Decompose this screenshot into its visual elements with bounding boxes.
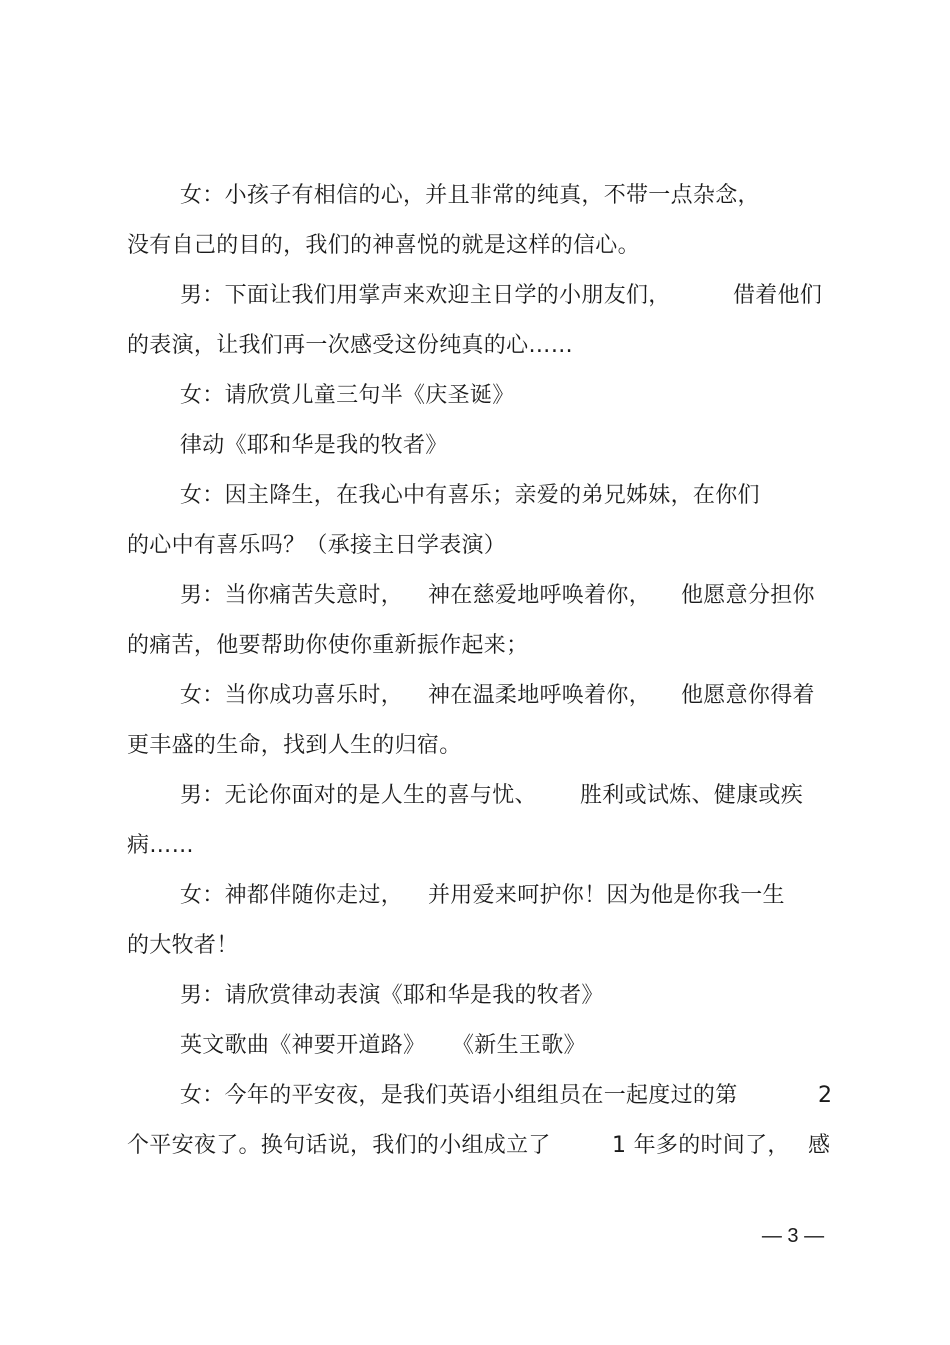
text-segment: 女：小孩子有相信的心，并且非常的纯真，不带一点杂念， <box>180 183 760 208</box>
text-segment: 的痛苦，他要帮助你使你重新振作起来； <box>127 633 529 658</box>
text-segment: 胜利或试炼、健康或疾 <box>580 783 804 808</box>
text-segment: 的心中有喜乐吗？（承接主日学表演） <box>127 533 507 558</box>
text-segment: 病…… <box>127 833 194 858</box>
text-segment: 借着他们 <box>733 283 823 308</box>
page-number: — 3 — <box>761 1225 825 1247</box>
text-segment: 神在温柔地呼唤着你， <box>428 683 652 708</box>
text-segment: 神在慈爱地呼唤着你， <box>428 583 652 608</box>
text-segment: 女：神都伴随你走过， <box>180 883 404 908</box>
text-segment: 女：当你成功喜乐时， <box>180 683 404 708</box>
text-segment: 没有自己的目的，我们的神喜悦的就是这样的信心。 <box>127 233 640 258</box>
text-segment: 的表演，让我们再一次感受这份纯真的心…… <box>127 333 574 358</box>
text-segment: 女：今年的平安夜，是我们英语小组组员在一起度过的第 <box>180 1083 738 1108</box>
text-segment: 2 <box>818 1083 833 1108</box>
text-segment: 男：无论你面对的是人生的喜与忧、 <box>180 783 537 808</box>
text-segment: 他愿意分担你 <box>681 583 815 608</box>
text-segment: 并用爱来呵护你！因为他是你我一生 <box>428 883 785 908</box>
text-segment: 更丰盛的生命，找到人生的归宿。 <box>127 733 462 758</box>
text-segment: 他愿意你得着 <box>681 683 815 708</box>
text-segment: 的大牧者！ <box>127 933 239 958</box>
text-segment: 女：因主降生，在我心中有喜乐；亲爱的弟兄姊妹，在你们 <box>180 483 760 508</box>
text-segment: 女：请欣赏儿童三句半《庆圣诞》 <box>180 383 515 408</box>
text-segment: 男：下面让我们用掌声来欢迎主日学的小朋友们， <box>180 283 671 308</box>
text-segment: 感 <box>808 1133 831 1158</box>
text-segment: 男：请欣赏律动表演《耶和华是我的牧者》 <box>180 983 604 1008</box>
text-segment: 男：当你痛苦失意时， <box>180 583 404 608</box>
text-segment: 律动《耶和华是我的牧者》 <box>180 433 448 458</box>
text-segment: 英文歌曲《神要开道路》 <box>180 1033 426 1058</box>
text-segment: 个平安夜了。换句话说，我们的小组成立了 <box>127 1133 551 1158</box>
text-segment: 《新生王歌》 <box>452 1033 586 1058</box>
text-segment: 1 年多的时间了， <box>612 1133 790 1158</box>
